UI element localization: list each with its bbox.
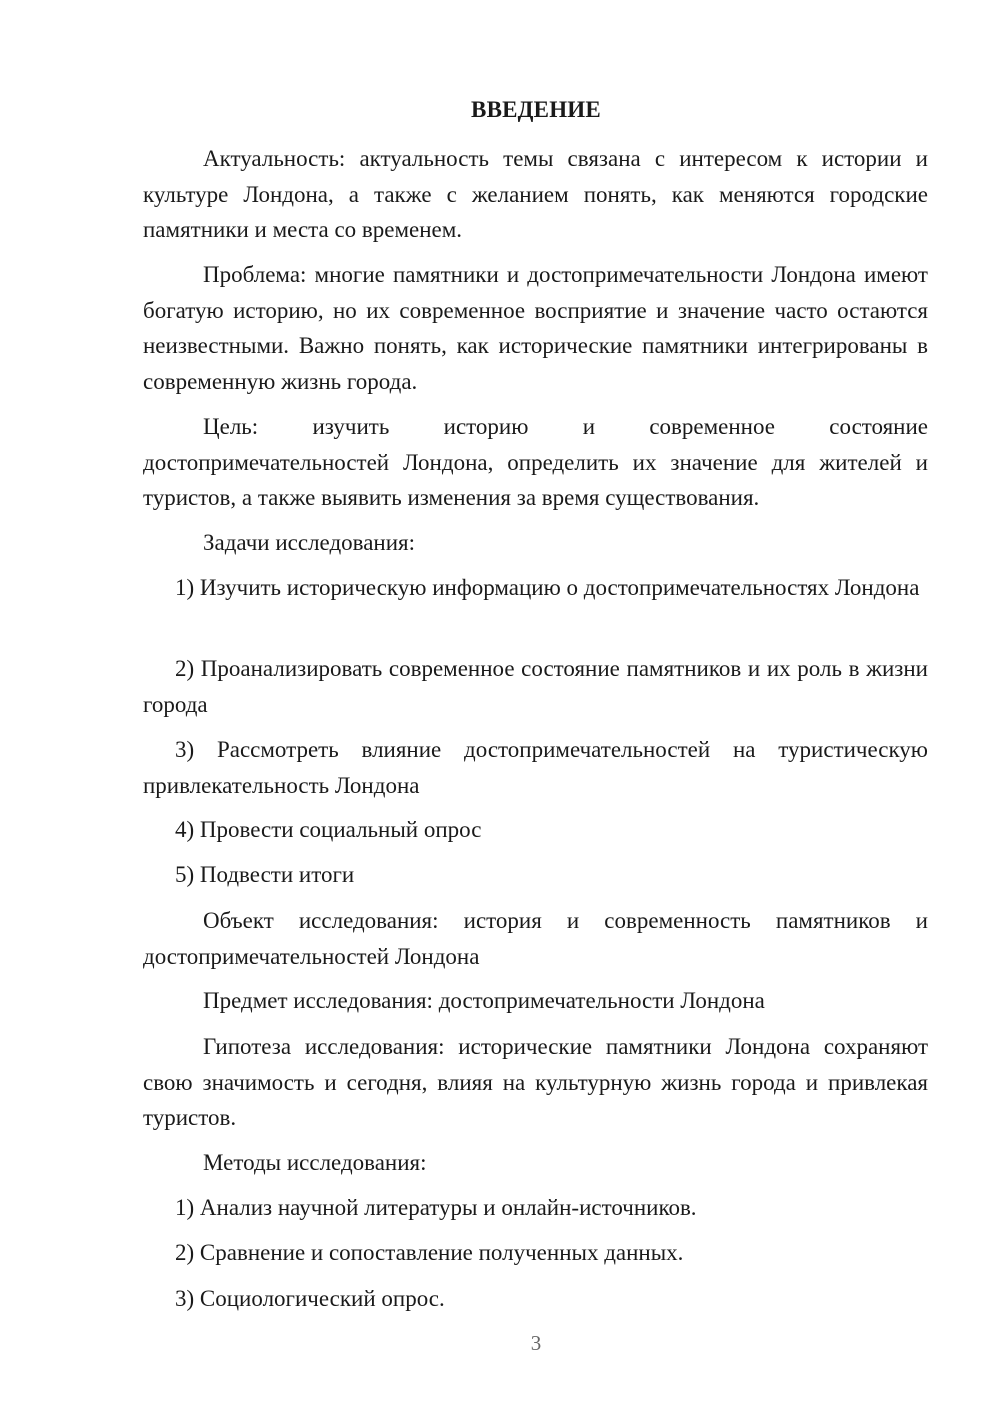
relevance-paragraph: Актуальность: актуальность темы связана с интересом к истории и культуре Лондона, а также с желанием понять, как меняются городские памятники и места со временем. bbox=[143, 146, 928, 242]
problem-paragraph: Проблема: многие памятники и достопримечательности Лондона имеют богатую историю, но их современное восприятие и значение часто остаются неизвестными. Важно понять, как исторические памятники интегрированы в современную жизнь города. bbox=[143, 262, 928, 394]
page-title: ВВЕДЕНИЕ bbox=[471, 97, 601, 122]
method-item-1: 1) Анализ научной литературы и онлайн-источников. bbox=[175, 1195, 697, 1220]
task-item-4: 4) Провести социальный опрос bbox=[175, 817, 482, 842]
subject-paragraph: Предмет исследования: достопримечательности Лондона bbox=[203, 988, 765, 1013]
method-item-2: 2) Сравнение и сопоставление полученных данных. bbox=[175, 1240, 684, 1265]
hypothesis-paragraph: Гипотеза исследования: исторические памятники Лондона сохраняют свою значимость и сегодня, влияя на культурную жизнь города и привлекая туристов. bbox=[143, 1034, 928, 1130]
methods-heading: Методы исследования: bbox=[203, 1150, 427, 1175]
tasks-heading: Задачи исследования: bbox=[203, 530, 416, 555]
page-number: 3 bbox=[530, 1331, 542, 1355]
task-item-5: 5) Подвести итоги bbox=[175, 862, 355, 887]
task-item-3: 3) Рассмотреть влияние достопримечательностей на туристическую привлекательность Лондона bbox=[143, 737, 928, 798]
goal-paragraph: Цель: изучить историю и современное состояние достопримечательностей Лондона, определить их значение для жителей и туристов, а также выявить изменения за время существования. bbox=[143, 414, 928, 510]
object-paragraph: Объект исследования: история и современность памятников и достопримечательностей Лондона bbox=[143, 908, 928, 969]
task-item-1: 1) Изучить историческую информацию о достопримечательностях Лондона bbox=[175, 575, 920, 600]
method-item-3: 3) Социологический опрос. bbox=[175, 1286, 445, 1311]
task-item-2: 2) Проанализировать современное состояние памятников и их роль в жизни города bbox=[143, 656, 928, 717]
